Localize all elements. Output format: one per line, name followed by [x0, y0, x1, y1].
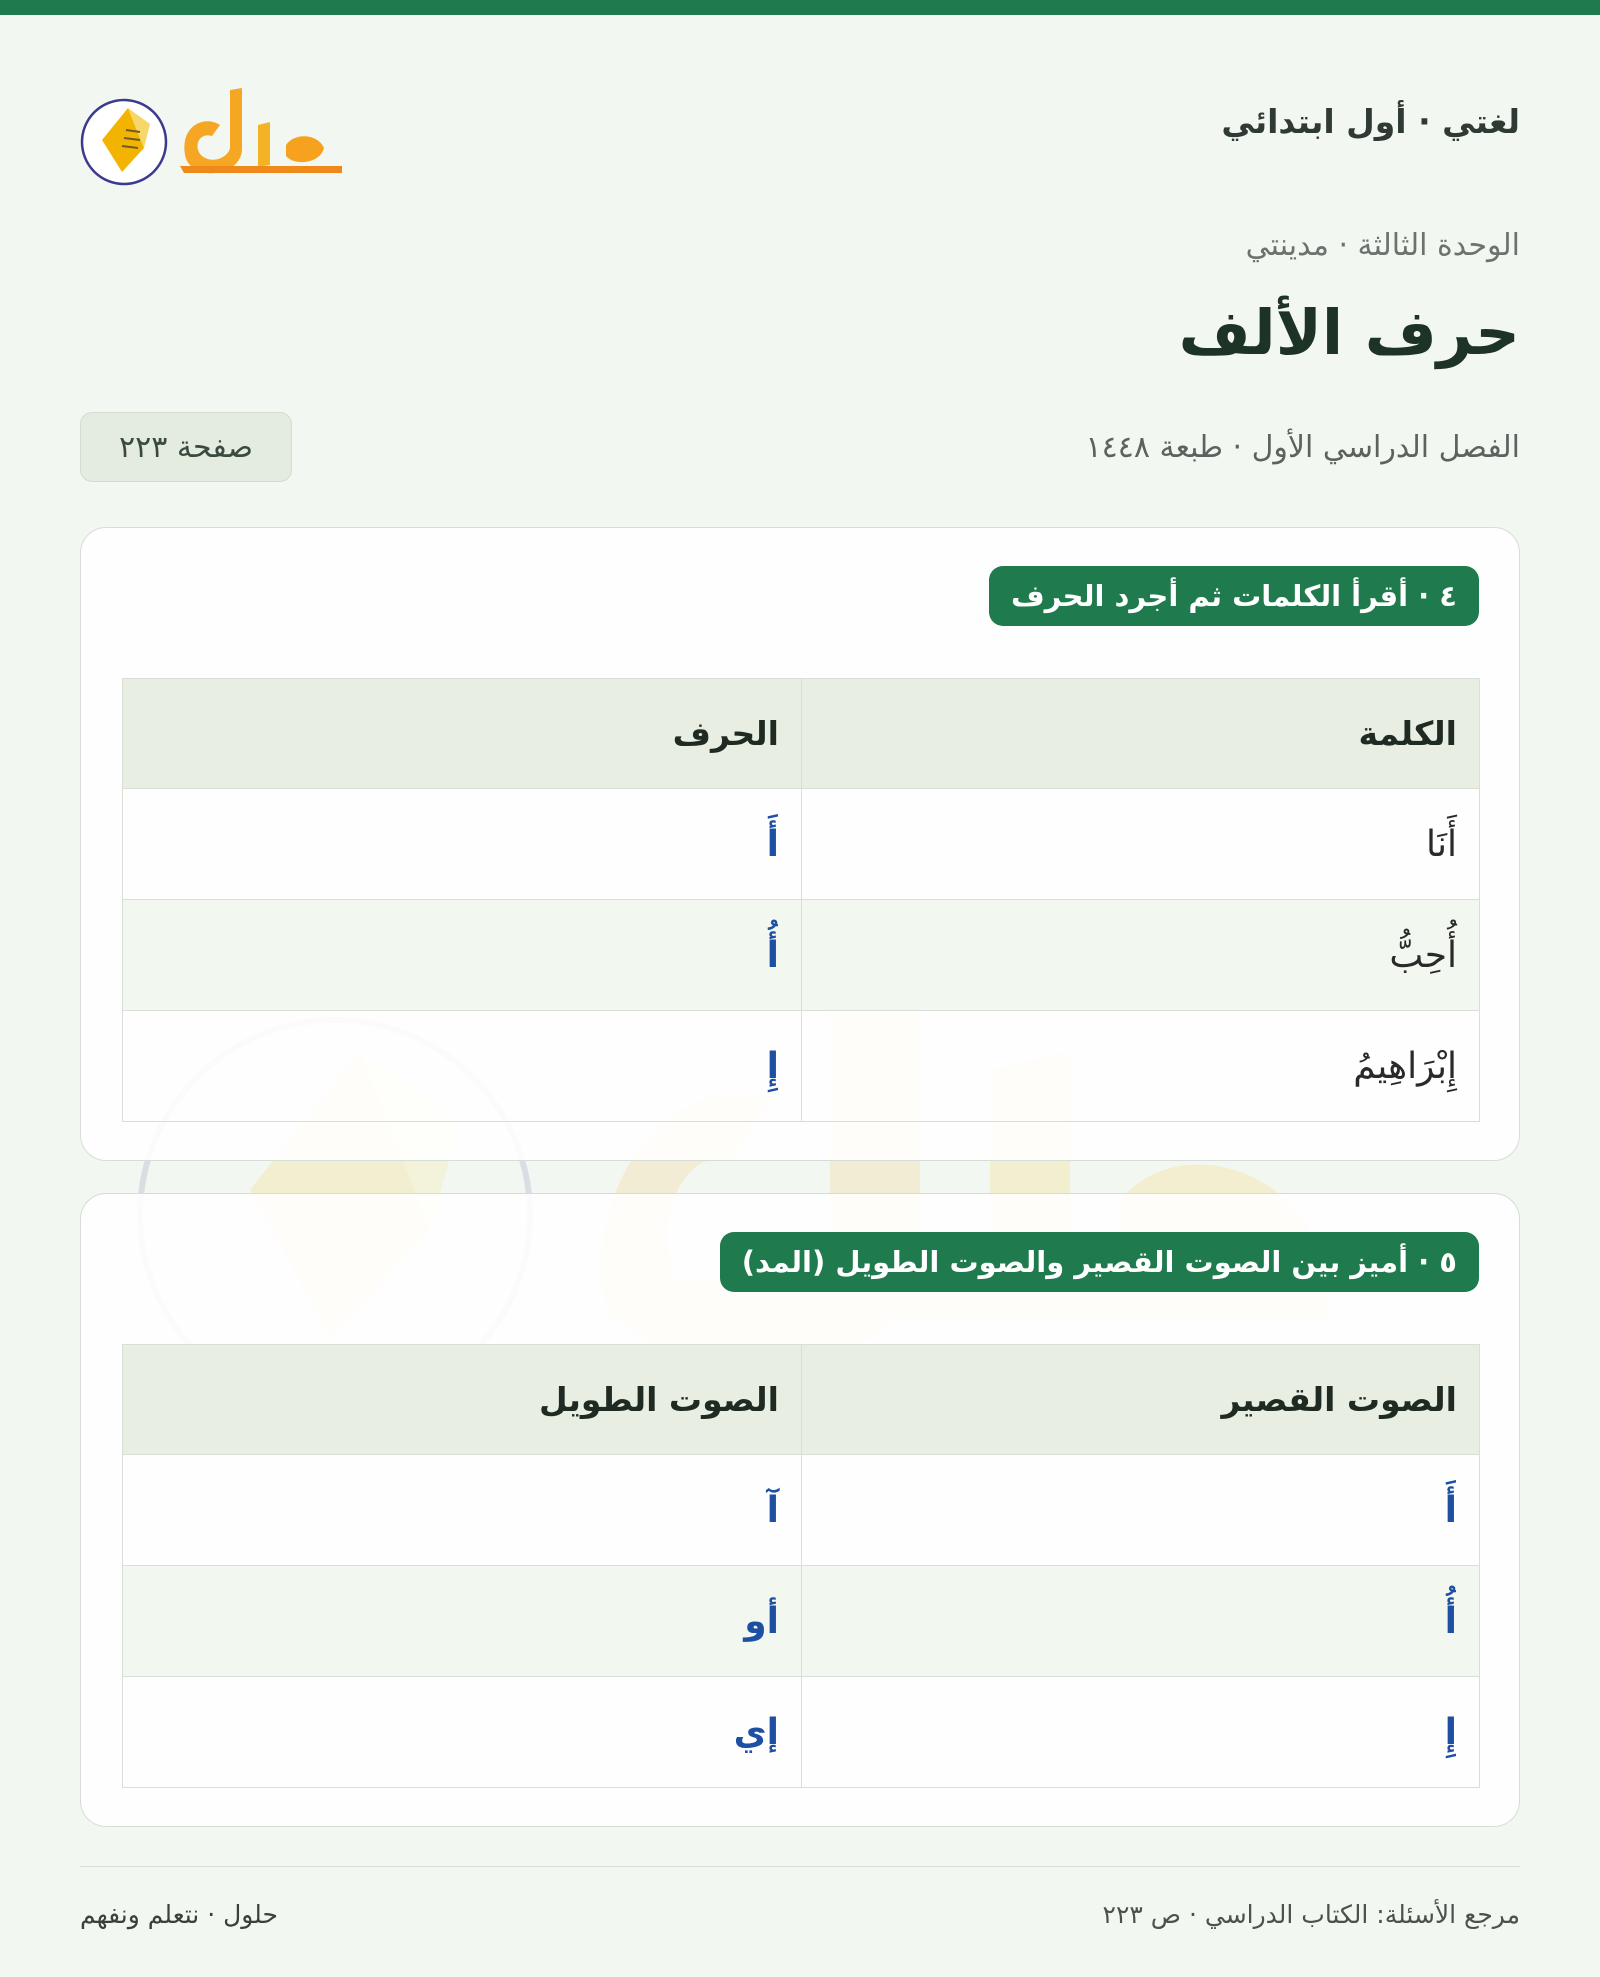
word-cell: إِبْرَاهِيمُ	[802, 1011, 1480, 1122]
table-row	[123, 1677, 1480, 1788]
top-accent-bar	[0, 0, 1600, 15]
column-header-letter: الحرف	[123, 679, 802, 789]
unit-label: الوحدة الثالثة · مدينتي	[1245, 228, 1520, 263]
lesson-title: حرف الألف	[1178, 296, 1520, 369]
footer-reference: مرجع الأسئلة: الكتاب الدراسي · ص ٢٢٣	[1102, 1900, 1520, 1929]
long-sound-cell: إي	[123, 1677, 802, 1788]
column-header-long-sound: الصوت الطويل	[123, 1345, 802, 1455]
exercise-4-table	[122, 678, 1480, 1122]
page-badge: صفحة ٢٢٣	[80, 412, 292, 482]
exercise-4-title: ٤ · أقرأ الكلمات ثم أجرد الحرف	[989, 566, 1479, 626]
table-header-row	[123, 679, 1480, 789]
column-header-word: الكلمة	[802, 679, 1480, 789]
word-cell: أَنَا	[802, 789, 1480, 900]
exercise-5-table	[122, 1344, 1480, 1788]
long-sound-cell: أو	[123, 1566, 802, 1677]
short-sound-cell: إِ	[802, 1677, 1480, 1788]
header	[80, 60, 1520, 190]
brand-logo[interactable]	[80, 70, 380, 190]
table-header-row	[123, 1345, 1480, 1455]
column-header-short-sound: الصوت القصير	[802, 1345, 1480, 1455]
table-row	[123, 1011, 1480, 1122]
table-row	[123, 1566, 1480, 1677]
exercise-5-title: ٥ · أميز بين الصوت القصير والصوت الطويل (المد)	[720, 1232, 1479, 1292]
table-row	[123, 900, 1480, 1011]
exercise-5-card	[80, 1193, 1520, 1827]
letter-cell: إِ	[123, 1011, 802, 1122]
subject-title: لغتي · أول ابتدائي	[1221, 102, 1520, 141]
letter-cell: أَ	[123, 789, 802, 900]
table-row	[123, 789, 1480, 900]
footer-divider	[80, 1866, 1520, 1867]
table-row	[123, 1455, 1480, 1566]
word-cell: أُحِبُّ	[802, 900, 1480, 1011]
exercise-4-card	[80, 527, 1520, 1161]
short-sound-cell: أَ	[802, 1455, 1480, 1566]
footer-brand: حلول · نتعلم ونفهم	[80, 1900, 278, 1929]
short-sound-cell: أُ	[802, 1566, 1480, 1677]
term-edition: الفصل الدراسي الأول · طبعة ١٤٤٨	[1085, 430, 1520, 465]
letter-cell: أُ	[123, 900, 802, 1011]
long-sound-cell: آ	[123, 1455, 802, 1566]
